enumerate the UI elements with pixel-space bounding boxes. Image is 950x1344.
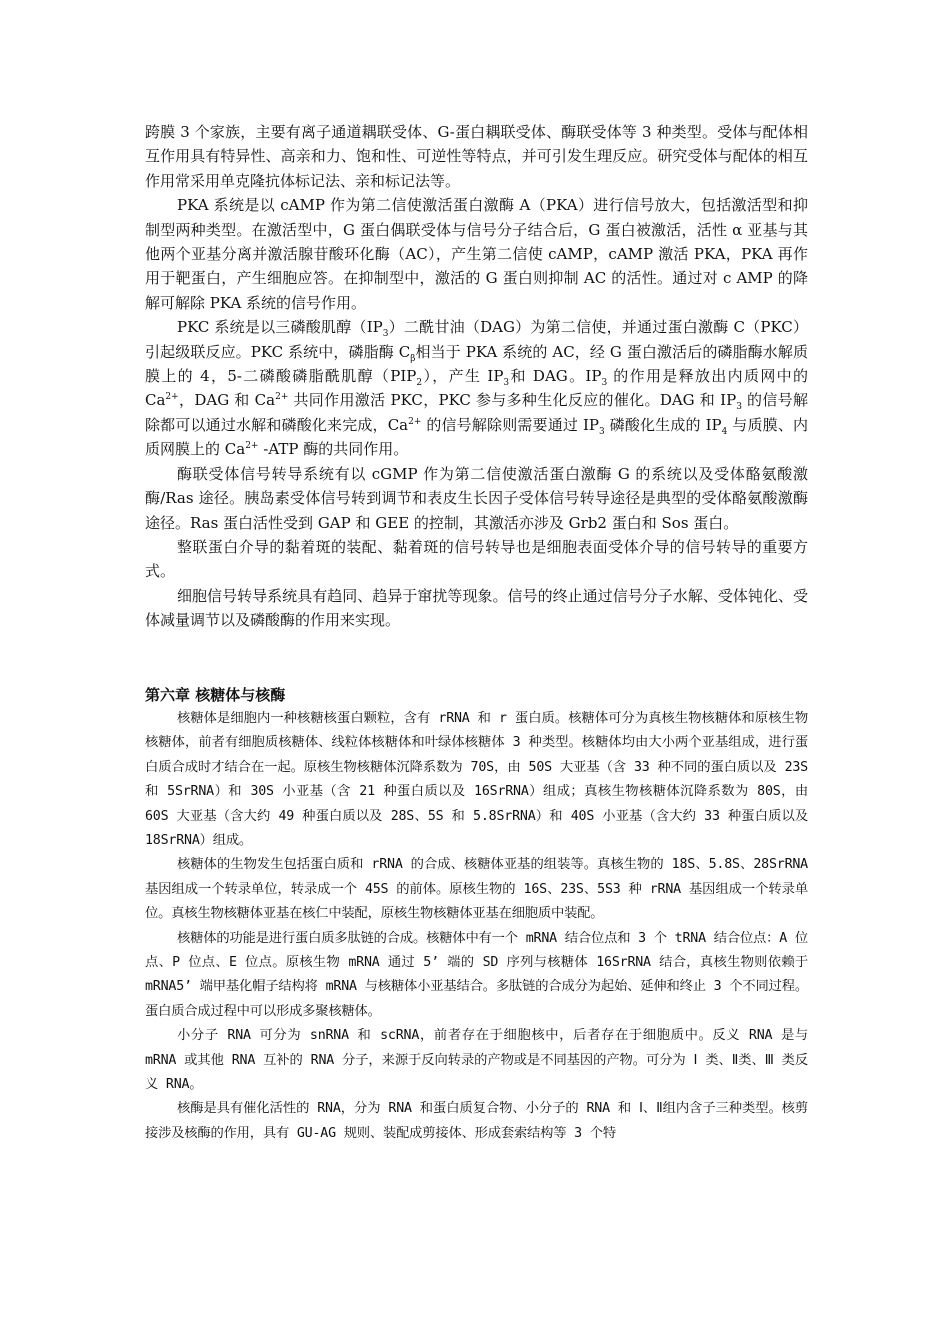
paragraph-integrin: 整联蛋白介导的黏着斑的装配、黏着斑的信号转导也是细胞表面受体介导的信号转导的重要方式。 [145,537,808,581]
paragraph-ribozyme: 核酶是具有催化活性的 RNA，分为 RNA 和蛋白质复合物、小分子的 RNA 和 Ⅰ、Ⅱ组内含子三种类型。核剪接涉及核酶的作用，具有 GU-AG 规则、装配成剪接体、形成套索结构等 3 个特 [145,1101,808,1141]
chapter-heading: 第六章 核糖体与核酶 [145,685,286,704]
paragraph-receptor-families: 跨膜 3 个家族，主要有离子通道耦联受体、G-蛋白耦联受体、酶联受体等 3 种类型。受体与配体相互作用具有特异性、高亲和力、饱和性、可逆性等特点，并可引发生理反应。研究受体与配体的相互作用常采用单克隆抗体标记法、亲和标记法等。 [145,123,808,190]
paragraph-pka-system: PKA 系统是以 cAMP 作为第二信使激活蛋白激酶 A（PKA）进行信号放大，包括激活型和抑制型两种类型。在激活型中，G 蛋白偶联受体与信号分子结合后，G 蛋白被激活，活性 α 亚基与其他两个亚基分离并激活腺苷酸环化酶（AC），产生第二信使 cAMP，cAMP 激活 PKA，PKA 再作用于靶蛋白，产生细胞应答。在抑制型中，激活的 G 蛋白则抑制 AC 的活性。通过对 c AMP 的降解可解除 PKA 系统的信号作用。 [145,196,808,312]
paragraph-small-rna: 小分子 RNA 可分为 snRNA 和 scRNA，前者存在于细胞核中，后者存在于细胞质中。反义 RNA 是与 mRNA 或其他 RNA 互补的 RNA 分子，来源于反向转录的产物或是不同基因的产物。可分为 Ⅰ 类、Ⅱ类、Ⅲ 类反义 RNA。 [145,1028,808,1093]
paragraph-ribosome-structure: 核糖体是细胞内一种核糖核蛋白颗粒，含有 rRNA 和 r 蛋白质。核糖体可分为真核生物核糖体和原核生物核糖体，前者有细胞质核糖体、线粒体核糖体和叶绿体核糖体 3 种类型。核糖体均由大小两个亚基组成，进行蛋白质合成时才结合在一起。原核生物核糖体沉降系数为 70S，由 50S 大亚基（含 33 种不同的蛋白质以及 23S 和 5SrRNA）和 30S 小亚基（含 21 种蛋白质以及 16SrRNA）组成；真核生物核糖体沉降系数为 80S，由 60S 大亚基（含大约 49 种蛋白质以及 28S、5S 和 5.8SrRNA）和 40S 小亚基（含大约 33 种蛋白质以及 18SrRNA）组成。 [145,710,808,848]
paragraph-ribosome-function: 核糖体的功能是进行蛋白质多肽链的合成。核糖体中有一个 mRNA 结合位点和 3 个 tRNA 结合位点：A 位点、P 位点、E 位点。原核生物 mRNA 通过 5’ 端的 SD 序列与核糖体 16SrRNA 结合，真核生物则依赖于 mRNA5’ 端甲基化帽子结构将 mRNA 与核糖体小亚基结合。多肽链的合成分为起始、延伸和终止 3 个不同过程。蛋白质合成过程中可以形成多聚核糖体。 [145,930,808,1019]
paragraph-ribosome-biogenesis: 核糖体的生物发生包括蛋白质和 rRNA 的合成、核糖体亚基的组装等。真核生物的 18S、5.8S、28SrRNA 基因组成一个转录单位，转录成一个 45S 的前体。原核生物的 16S、23S、5S3 种 rRNA 基因组成一个转录单位。真核生物核糖体亚基在核仁中装配，原核生物核糖体亚基在细胞质中装配。 [145,857,808,922]
paragraph-enzyme-linked-receptor: 酶联受体信号转导系统有以 cGMP 作为第二信使激活蛋白激酶 G 的系统以及受体酪氨酸激酶/Ras 途径。胰岛素受体信号转到调节和表皮生长因子受体信号转导途径是典型的受体酪氨酸激酶途径。Ras 蛋白活性受到 GAP 和 GEE 的控制，其激活亦涉及 Grb2 蛋白和 Sos 蛋白。 [145,464,808,532]
paragraph-pkc-system: PKC 系统是以三磷酸肌醇$(IP_3)$二酰甘油（DAG）为第二信使，并通过蛋白激酶 C（PKC）引起级联反应。PKC 系统中，磷脂酶 $C_\beta$相当于 PKA 系统的 AC，经 G 蛋白激活后的磷脂酶水解质膜上的 4，5-二磷酸磷脂酰肌醇$(PIP_2)$，产生 $IP_3$和 DAG。$IP_3$ 的作用是释放出内质网中的 $Ca^{2+}$，DAG 和 $Ca^{2+}$ 共同作用激活 PKC，PKC 参与多种生化反应的催化。DAG 和 $IP_3$ 的信号解除都可以通过水解和磷酸化来完成，$Ca^{2+}$ 的信号解除则需要通过 $IP_3$ 磷酸化生成的 $IP_4$ 与质膜、内质网膜上的 $Ca^{2+}$ -ATP 酶的共同作用。 [145,318,808,459]
paragraph-signal-termination: 细胞信号转导系统具有趋同、趋异于窜扰等现象。信号的终止通过信号分子水解、受体钝化、受体减量调节以及磷酸酶的作用来实现。 [145,586,808,630]
section-gap [145,633,808,683]
document-page [145,120,808,1146]
